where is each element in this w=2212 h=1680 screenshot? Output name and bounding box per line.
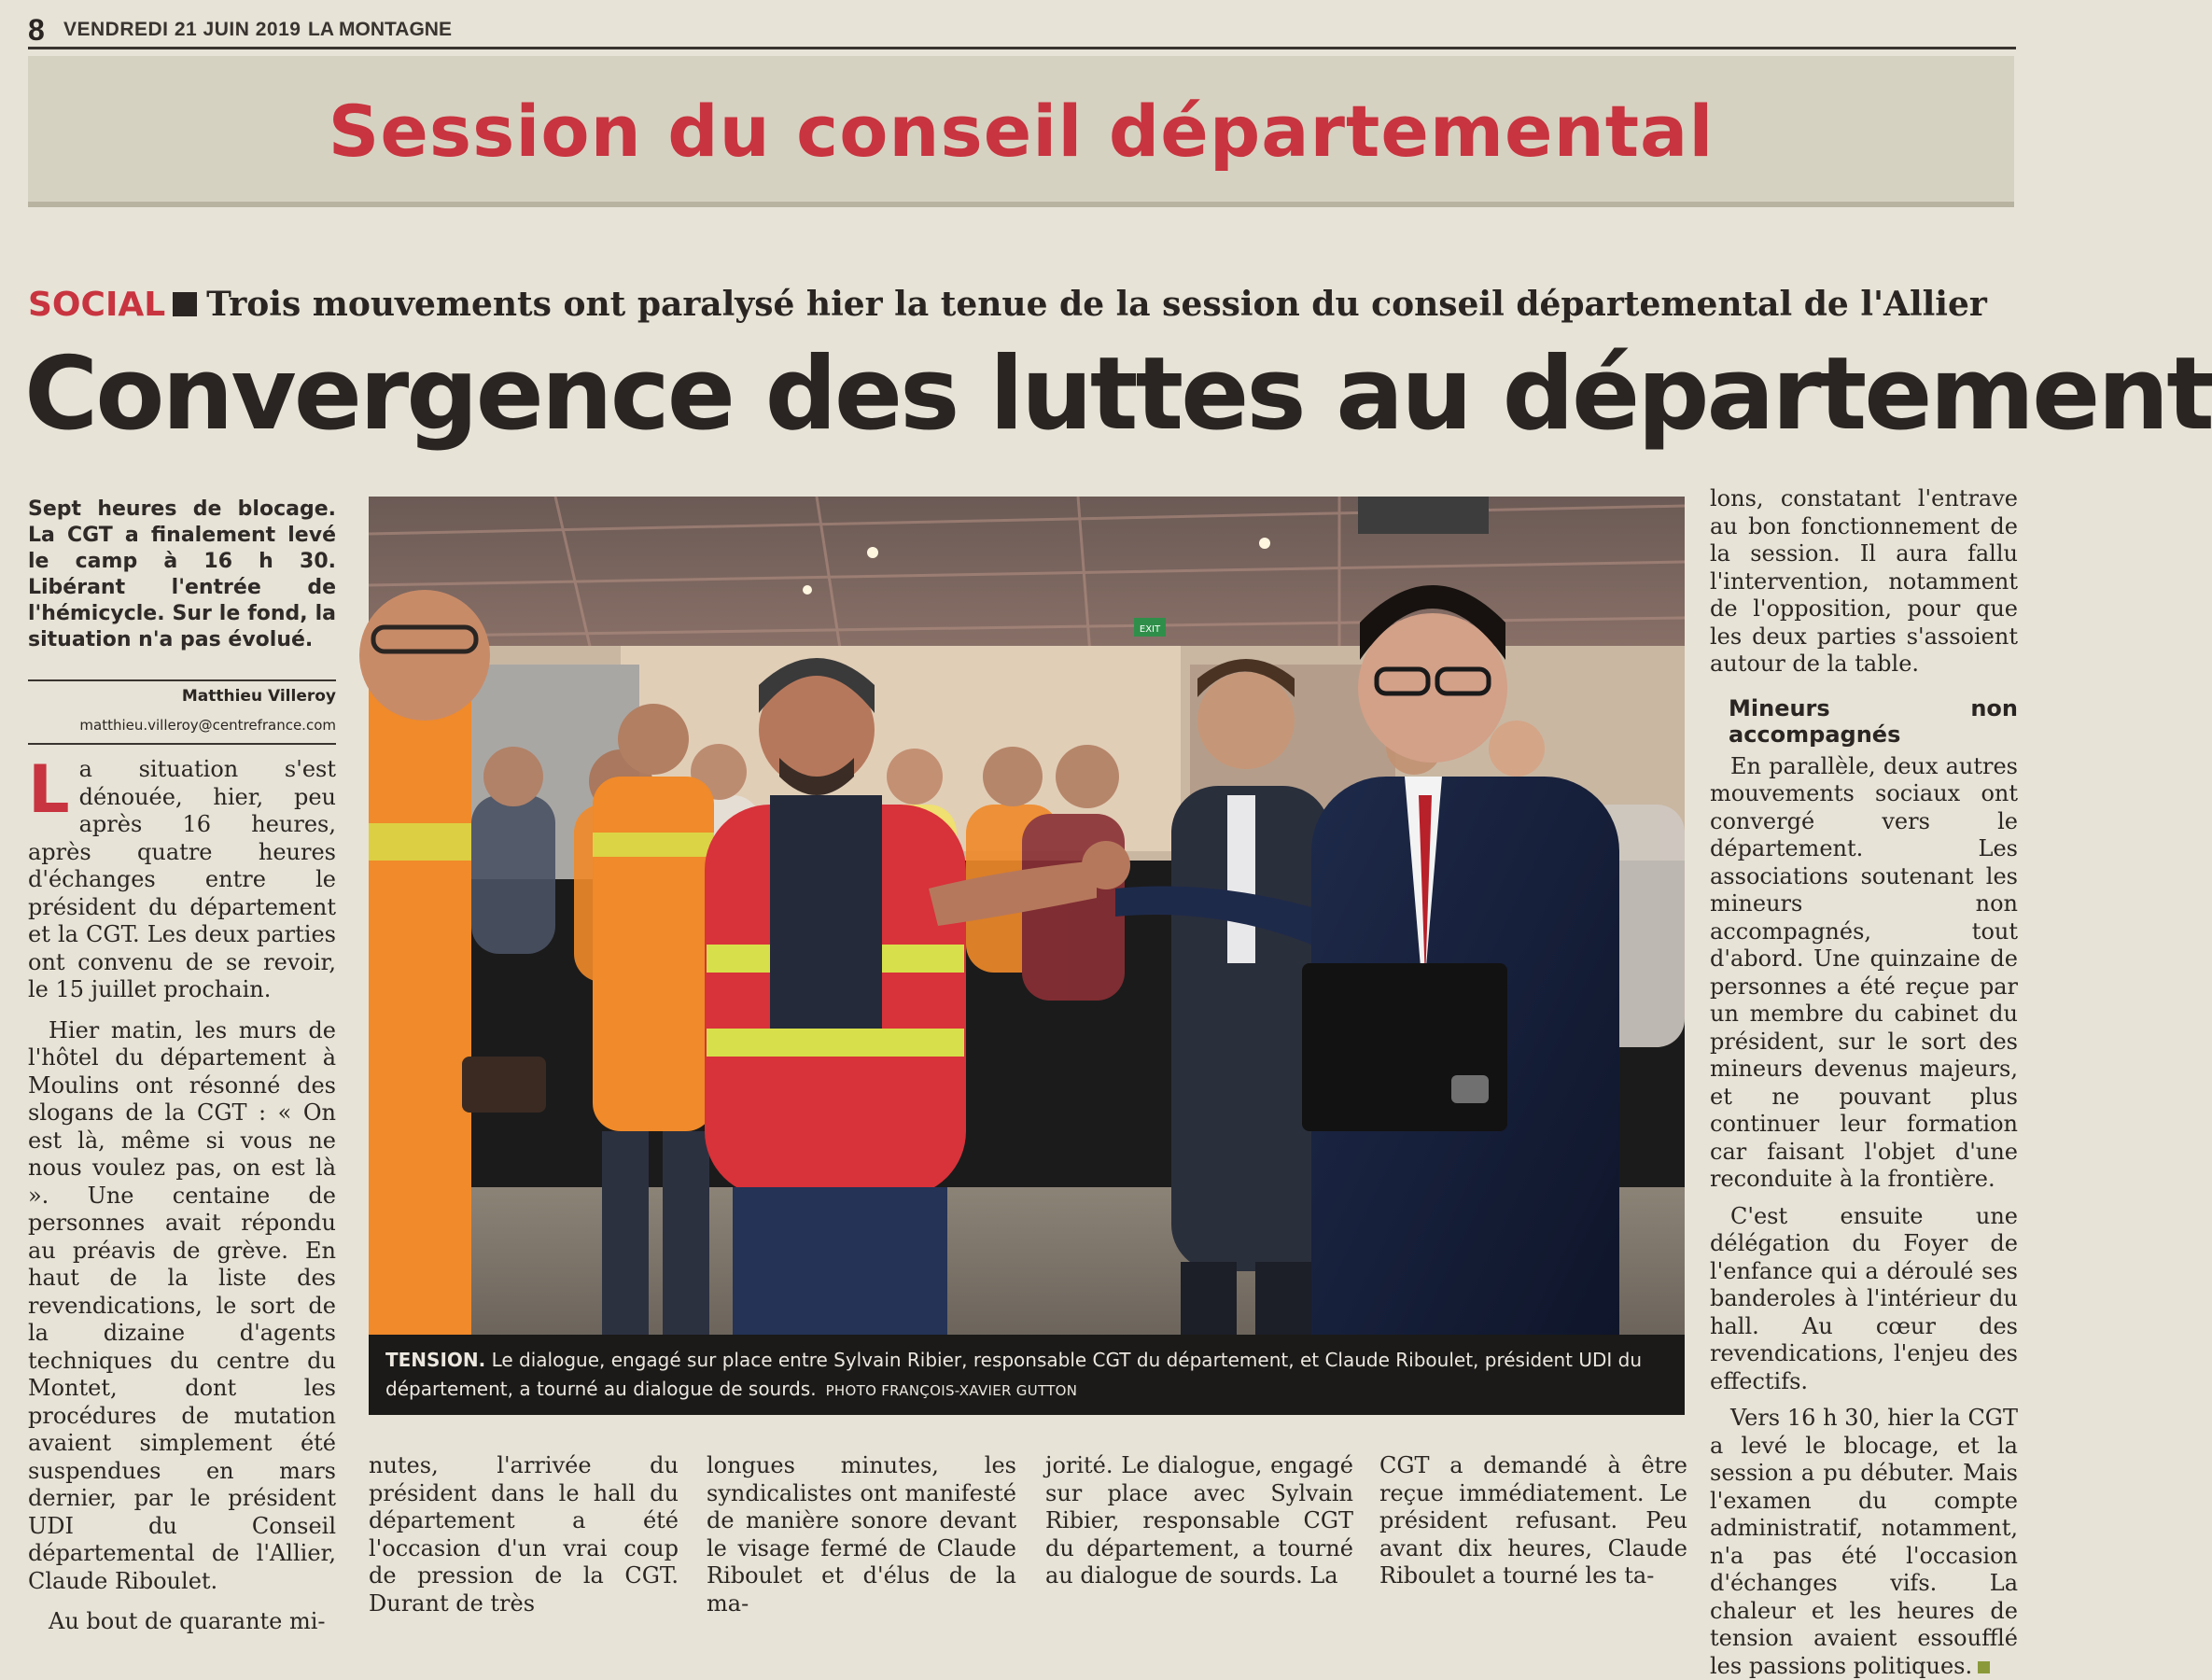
running-head	[28, 13, 2016, 49]
byline-rule	[28, 679, 336, 681]
paragraph: En parallèle, deux autres mouvements sociaux ont convergé vers le département. Les associations soutenant les mineurs non accompagnés, tout d'abord. Une quinzaine de personnes a été reçue par un membre du cabinet du président, sur le sort des mineurs devenus majeurs, et ne pouvant plus continuer leur formation car faisant l'objet d'une reconduite à la frontière.	[1710, 752, 2018, 1192]
section-title: Session du conseil départemental	[328, 90, 1715, 173]
article-column-bottom-2	[707, 1452, 1016, 1620]
article-column-left	[28, 751, 336, 1634]
article-column-bottom-4	[1379, 1452, 1687, 1620]
kicker-text: Trois mouvements ont paralysé hier la tenue de la session du conseil départemental de l'Allier	[206, 285, 1987, 324]
newspaper-name: LA MONTAGNE	[308, 19, 452, 40]
byline-author: Matthieu Villeroy	[181, 687, 336, 706]
paragraph: nutes, l'arrivée du président dans le hall du département a été l'occasion d'un vrai coup de pression de la CGT. Durant de très	[369, 1452, 679, 1617]
headline: Convergence des luttes au département	[24, 336, 2212, 453]
photo-illustration	[369, 497, 1685, 1415]
paragraph: lons, constatant l'entrave au bon fonctionnement de la session. Il aura fallu l'intervention, notamment de l'opposition, pour que les deux parties s'assoient autour de la table.	[1710, 485, 2018, 677]
paragraph: jorité. Le dialogue, engagé sur place avec Sylvain Ribier, responsable CGT du département, a tourné au dialogue de sourds. La	[1045, 1452, 1353, 1589]
exit-sign-text: EXIT	[1139, 624, 1161, 635]
end-of-article-icon	[1978, 1661, 1990, 1673]
article-column-bottom-3	[1045, 1452, 1353, 1620]
news-photo	[369, 497, 1685, 1415]
paragraph-final-text: Vers 16 h 30, hier la CGT a levé le blocage, et la session a pu débuter. Mais l'examen du compte administratif, notamment, n'a pas été l'occasion d'échanges vifs. La chaleur et les heures de tension avaient essoufflé les passions politiques.	[1710, 1405, 2018, 1679]
paragraph: CGT a demandé à être reçue immédiatement. Le président refusant. Peu avant dix heures, Claude Riboulet a tourné les ta-	[1379, 1452, 1687, 1589]
section-banner	[28, 56, 2014, 207]
photo-credit: PHOTO FRANÇOIS-XAVIER GUTTON	[825, 1382, 1078, 1399]
standfirst: Sept heures de blocage. La CGT a finalement levé le camp à 16 h 30. Libérant l'entrée de l'hémicycle. Sur le fond, la situation n'a pas évolué.	[28, 497, 336, 651]
caption-label: TENSION.	[385, 1349, 486, 1371]
article-column-bottom-1	[369, 1452, 679, 1620]
photo-caption	[369, 1335, 1685, 1415]
paragraph-lead-text: a situation s'est dénouée, hier, peu après 16 heures, après quatre heures d'échanges entre le président du département et la CGT. Les deux parties ont convenu de se revoir, le 15 juillet prochain.	[28, 756, 336, 1002]
subheading: Mineurs non accompagnés	[1729, 694, 2018, 748]
square-bullet-icon	[173, 292, 197, 316]
article-column-right	[1710, 485, 2018, 1679]
drop-cap: L	[28, 751, 70, 828]
page-number: 8	[28, 13, 45, 47]
byline-rule-bottom	[28, 743, 336, 745]
issue-date: VENDREDI 21 JUIN 2019	[63, 19, 301, 40]
kicker-label: SOCIAL	[28, 286, 166, 324]
paragraph-final	[1710, 1405, 2018, 1680]
byline-email[interactable]: matthieu.villeroy@centrefrance.com	[79, 717, 336, 734]
caption-text: Le dialogue, engagé sur place entre Sylvain Ribier, responsable CGT du département, et Claude Riboulet, président UDI du département, a tourné au dialogue de sourds.	[385, 1349, 1643, 1400]
paragraph-lead	[28, 751, 336, 1004]
paragraph: Hier matin, les murs de l'hôtel du département à Moulins ont résonné des slogans de la CGT : « On est là, même si vous ne nous voulez pas, on est là ». Une centaine de personnes avait répondu au préavis de grève. En haut de la liste des revendications, le sort de la dizaine d'agents techniques du centre du Montet, dont les procédures de mutation avaient simplement été suspendues en mars dernier, par le président UDI du Conseil départemental de l'Allier, Claude Riboulet.	[28, 1016, 336, 1594]
paragraph: Au bout de quarante mi-	[49, 1608, 326, 1634]
paragraph: longues minutes, les syndicalistes ont manifesté de manière sonore devant le visage fermé de Claude Riboulet et d'élus de la ma-	[707, 1452, 1016, 1617]
paragraph: C'est ensuite une délégation du Foyer de l'enfance qui a déroulé ses banderoles à l'intérieur du hall. Au cœur des revendications, l'enjeu des effectifs.	[1710, 1202, 2018, 1394]
kicker	[28, 285, 1987, 324]
